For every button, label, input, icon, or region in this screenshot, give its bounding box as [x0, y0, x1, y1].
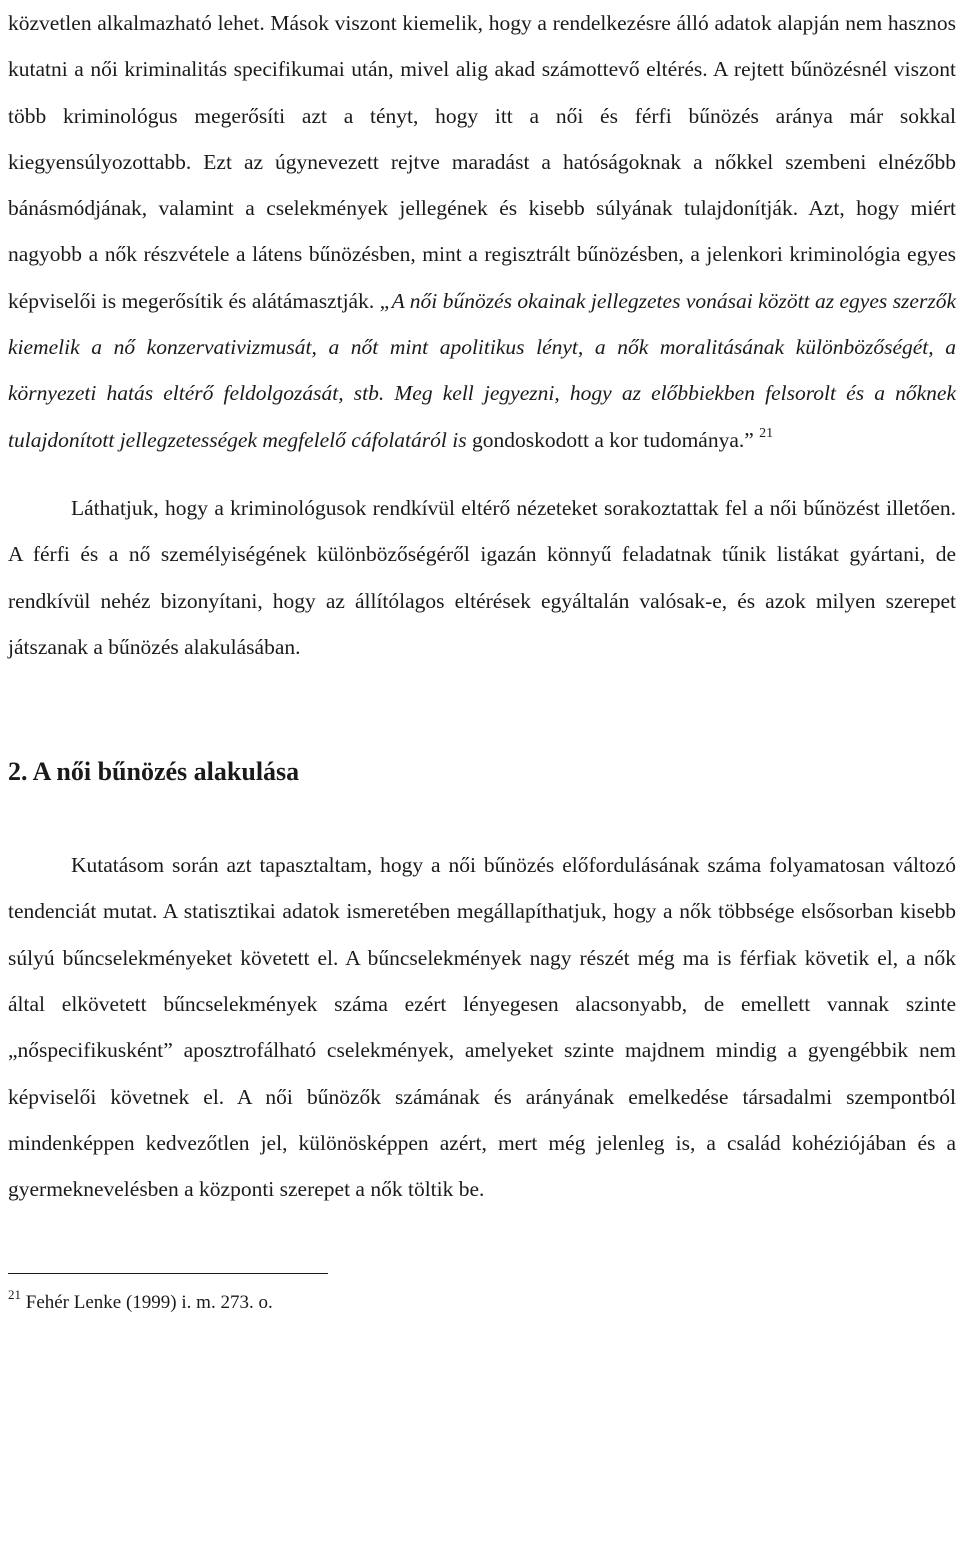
paragraph-text: közvetlen alkalmazható lehet. Mások viszont kiemelik, hogy a rendelkezésre álló adatok alapján nem hasznos kutatni a női kriminalitás specifikumai után, mivel alig akad számottevő eltérés. A rejtett bűnözésnél viszont több kriminológus megerősíti azt a tényt, hogy itt a női és férfi bűnözés aránya már sokkal kiegyensúlyozottabb. Ezt az úgynevezett rejtve maradást a hatóságoknak a nőkkel szembeni elnézőbb bánásmódjának, valamint a cselekmények jellegének és kisebb súlyának tulajdonítják. Azt, hogy miért nagyobb a nők részvétele a látens bűnözésben, mint a regisztrált bűnözésben, a jelenkori kriminológia egyes képviselői is megerősítik és alátámasztják. — [8, 11, 956, 313]
footnote-separator — [8, 1273, 328, 1274]
italic-quote: „A női bűnözés okainak jellegzetes vonásai között az egyes szerzők kiemelik a nő konzervativizmusát, a nőt mint apolitikus lényt, a nők moralitásának különbözőségét, a környezeti hatás eltérő feldolgozását, stb. Meg kell jegyezni, hogy az előbbiekben felsorolt és a nőknek tulajdonított jellegzetességek megfelelő cáfolatáról is — [8, 288, 956, 452]
paragraph: Láthatjuk, hogy a kriminológusok rendkívül eltérő nézeteket sorakoztattak fel a női bűnözést illetően. A férfi és a nő személyiségének különbözőségéről igazán könnyű feladatnak tűnik listákat gyártani, de rendkívül nehéz bizonyítani, hogy az állítólagos eltérések egyáltalán valósak-e, és azok milyen szerepet játszanak a bűnözés alakulásában. — [8, 495, 956, 659]
footnote-number: 21 — [8, 1286, 21, 1302]
paragraph-continued — [8, 0, 956, 463]
footnote — [8, 1288, 956, 1318]
section-heading: 2. A női bűnözés alakulása — [8, 757, 300, 787]
heading-gap — [8, 794, 956, 842]
paragraph-gap — [8, 463, 956, 485]
footnote-text: Fehér Lenke (1999) i. m. 273. o. — [21, 1291, 273, 1313]
section-gap — [8, 670, 956, 750]
quote-ending: gondoskodott a kor tudománya.” — [466, 427, 760, 452]
document-page — [8, 0, 956, 1318]
paragraph: Kutatásom során azt tapasztaltam, hogy a női bűnözés előfordulásának száma folyamatosan változó tendenciát mutat. A statisztikai adatok ismeretében megállapíthatjuk, hogy a nők többsége elsősorban kisebb súlyú bűncselekményeket követett el. A bűncselekmények nagy részét még ma is férfiak követik el, a nők által elkövetett bűncselekmények száma ezért lényegesen alacsonyabb, de emellett vannak szinte „nőspecifikusként” aposztrofálható cselekmények, amelyeket szinte majdnem mindig a gyengébbik nem képviselői követnek el. A női bűnözők számának és arányának emelkedése társadalmi szempontból mindenképpen kedvezőtlen jel, különösképpen azért, mert még jelenleg is, a család kohéziójában és a gyermeknevelésben a központi szerepet a nők töltik be. — [8, 853, 956, 1202]
footnote-reference[interactable]: 21 — [759, 425, 774, 441]
footnote-gap — [8, 1213, 956, 1273]
